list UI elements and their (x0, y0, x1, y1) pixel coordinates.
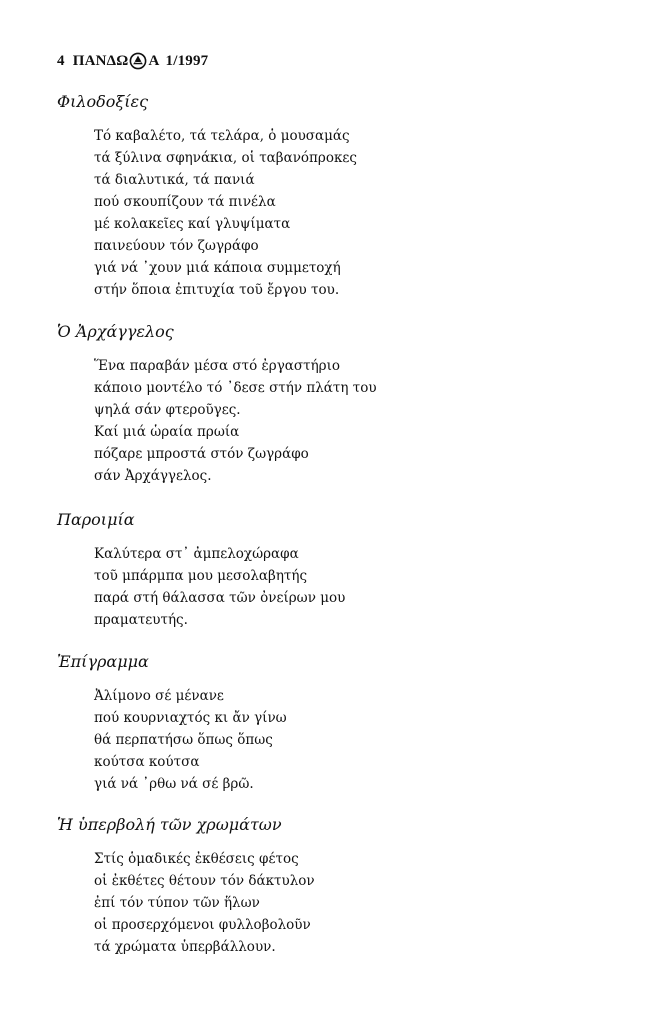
verse-line: παινεύουν τόν ζωγράφο (94, 238, 259, 254)
poem-title: Ἐπίγραμμα (57, 652, 149, 671)
globe-emblem-icon (129, 52, 147, 70)
verse-line: γιά νά ᾽χουν μιά κάποια συμμετοχή (94, 260, 341, 276)
verse-line: παρά στή θάλασσα τῶν ὀνείρων μου (94, 590, 346, 606)
verse-line: κούτσα κούτσα (94, 754, 200, 770)
verse-line: Τό καβαλέτο, τά τελάρα, ὁ μουσαμάς (94, 128, 350, 144)
poem-title: Ὁ Ἀρχάγγελος (57, 322, 174, 341)
verse-line: πραματευτής. (94, 612, 188, 628)
page-number: 4 (57, 52, 65, 69)
poem-verse (94, 125, 357, 301)
verse-line: Καί μιά ὡραία πρωία (94, 424, 240, 440)
poem-verse (94, 848, 315, 958)
verse-line: τά χρώματα ὑπερβάλλουν. (94, 939, 276, 955)
verse-line: πού σκουπίζουν τά πινέλα (94, 194, 276, 210)
verse-line: ἐπί τόν τύπον τῶν ἥλων (94, 895, 260, 911)
verse-line: τά ξύλινα σφηνάκια, οἱ ταβανόπροκες (94, 150, 357, 166)
verse-line: σάν Ἀρχάγγελος. (94, 468, 212, 484)
verse-line: πόζαρε μπροστά στόν ζωγράφο (94, 446, 309, 462)
verse-line: οἱ ἐκθέτες θέτουν τόν δάκτυλον (94, 873, 315, 889)
poem-title: Φιλοδοξίες (57, 92, 149, 111)
verse-line: Καλύτερα στ᾽ ἀμπελοχώραφα (94, 546, 299, 562)
verse-line: πού κουρνιαχτός κι ἄν γίνω (94, 710, 287, 726)
magazine-logo (73, 52, 160, 70)
verse-line: οἱ προσερχόμενοι φυλλοβολοῦν (94, 917, 311, 933)
magazine-name-prefix: ΠΑΝΔΩ (72, 52, 129, 69)
verse-line: θά περπατήσω ὅπως ὅπως (94, 732, 273, 748)
verse-line: τοῦ μπάρμπα μου μεσολαβητής (94, 568, 308, 584)
verse-line: ψηλά σάν φτεροῦγες. (94, 402, 241, 418)
poem-title: Παροιμία (57, 510, 135, 529)
verse-line: μέ κολακεῖες καί γλυψίματα (94, 216, 291, 232)
poem-verse (94, 685, 287, 795)
poem-verse (94, 543, 345, 631)
running-header (57, 50, 208, 72)
poem-title: Ἡ ὑπερβολή τῶν χρωμάτων (57, 815, 282, 834)
magazine-name-suffix: Α (148, 52, 160, 69)
verse-line: τά διαλυτικά, τά πανιά (94, 172, 255, 188)
verse-line: στήν ὅποια ἐπιτυχία τοῦ ἔργου του. (94, 282, 340, 298)
verse-line: Ἕνα παραβάν μέσα στό ἐργαστήριο (94, 358, 341, 374)
poem-verse (94, 355, 377, 487)
verse-line: Στίς ὁμαδικές ἐκθέσεις φέτος (94, 851, 299, 867)
verse-line: Ἀλίμονο σέ μένανε (94, 688, 224, 704)
issue-number: 1/1997 (165, 52, 209, 69)
verse-line: γιά νά ᾽ρθω νά σέ βρῶ. (94, 776, 254, 792)
verse-line: κάποιο μοντέλο τό ᾽δεσε στήν πλάτη του (94, 380, 377, 396)
